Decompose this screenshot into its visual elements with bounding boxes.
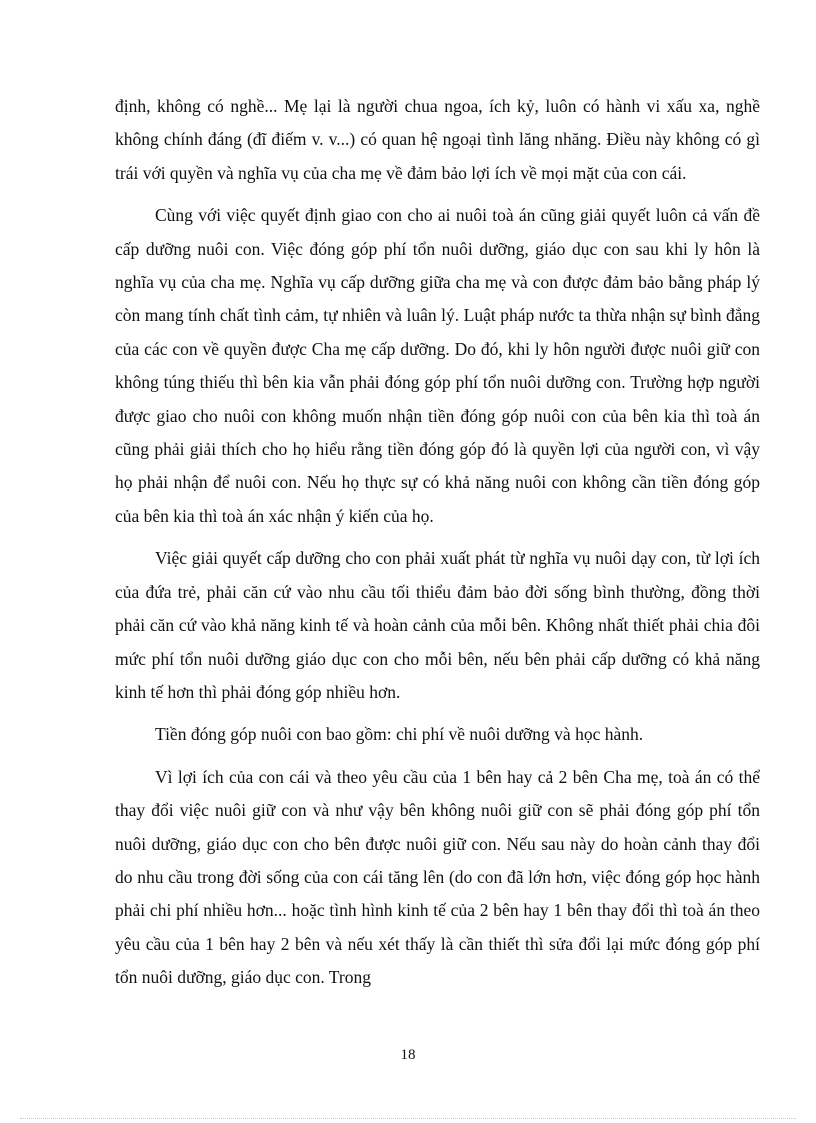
page-number: 18 <box>400 1047 416 1063</box>
paragraph-continuation: định, không có nghề... Mẹ lại là người chua ngoa, ích kỷ, luôn có hành vi xấu xa, nghề không chính đáng (đĩ điếm v. v...) có quan hệ ngoại tình lăng nhăng. Điều này không có gì trái với quyền và nghĩa vụ của cha mẹ về đảm bảo lợi ích về mọi mặt của con cái. <box>115 96 760 183</box>
paragraph-custody-change: Vì lợi ích của con cái và theo yêu cầu của 1 bên hay cả 2 bên Cha mẹ, toà án có thể thay đổi việc nuôi giữ con và như vậy bên không nuôi giữ con sẽ phải đóng góp phí tổn nuôi dưỡng, giáo dục con cho bên được nuôi giữ con. Nếu sau này do hoàn cảnh thay đổi do nhu cầu trong đời sống của con cái tăng lên (do con đã lớn hơn, việc đóng góp học hành phải chi phí nhiều hơn... hoặc tình hình kinh tế của 2 bên hay 1 bên thay đổi thì toà án theo yêu cầu của 1 bên hay 2 bên và nếu xét thấy là cần thiết thì sửa đổi lại mức đóng góp phí tổn nuôi dưỡng, giáo dục con. Trong <box>115 766 760 988</box>
paragraph-child-support: Cùng với việc quyết định giao con cho ai nuôi toà án cũng giải quyết luôn cả vấn đề cấp dưỡng nuôi con. Việc đóng góp phí tổn nuôi dưỡng, giáo dục con sau khi ly hôn là nghĩa vụ của cha mẹ. Nghĩa vụ cấp dưỡng giữa cha mẹ và con được đảm bảo bằng pháp lý còn mang tính chất tình cảm, tự nhiên và luân lý. Luật pháp nước ta thừa nhận sự bình đẳng của các con về quyền được Cha mẹ cấp dưỡng. Do đó, khi ly hôn người được nuôi giữ con không túng thiếu thì bên kia vẫn phải đóng góp phí tổn nuôi dưỡng con. Trường hợp người được giao cho nuôi con không muốn nhận tiền đóng góp nuôi con của bên kia thì toà án cũng phải giải thích cho họ hiểu rằng tiền đóng góp đó là quyền lợi của người con, vì vậy họ phải nhận để nuôi con. Nếu họ thực sự có khả năng nuôi con không cần tiền đóng góp của bên kia thì toà án xác nhận ý kiến của họ. <box>115 205 760 526</box>
paragraph-support-basis: Việc giải quyết cấp dưỡng cho con phải xuất phát từ nghĩa vụ nuôi dạy con, từ lợi ích của đứa trẻ, phải căn cứ vào nhu cầu tối thiểu đảm bảo đời sống bình thường, đồng thời phải căn cứ vào khả năng kinh tế và hoàn cảnh của mỗi bên. Không nhất thiết phải chia đôi mức phí tổn nuôi dưỡng giáo dục con cho mỗi bên, nếu bên phải cấp dưỡng có khả năng kinh tế hơn thì phải đóng góp nhiều hơn. <box>115 548 760 702</box>
page-bottom-divider <box>20 1118 796 1119</box>
paragraph-support-costs: Tiền đóng góp nuôi con bao gồm: chi phí về nuôi dưỡng và học hành. <box>155 724 644 745</box>
body-text <box>115 90 760 1004</box>
